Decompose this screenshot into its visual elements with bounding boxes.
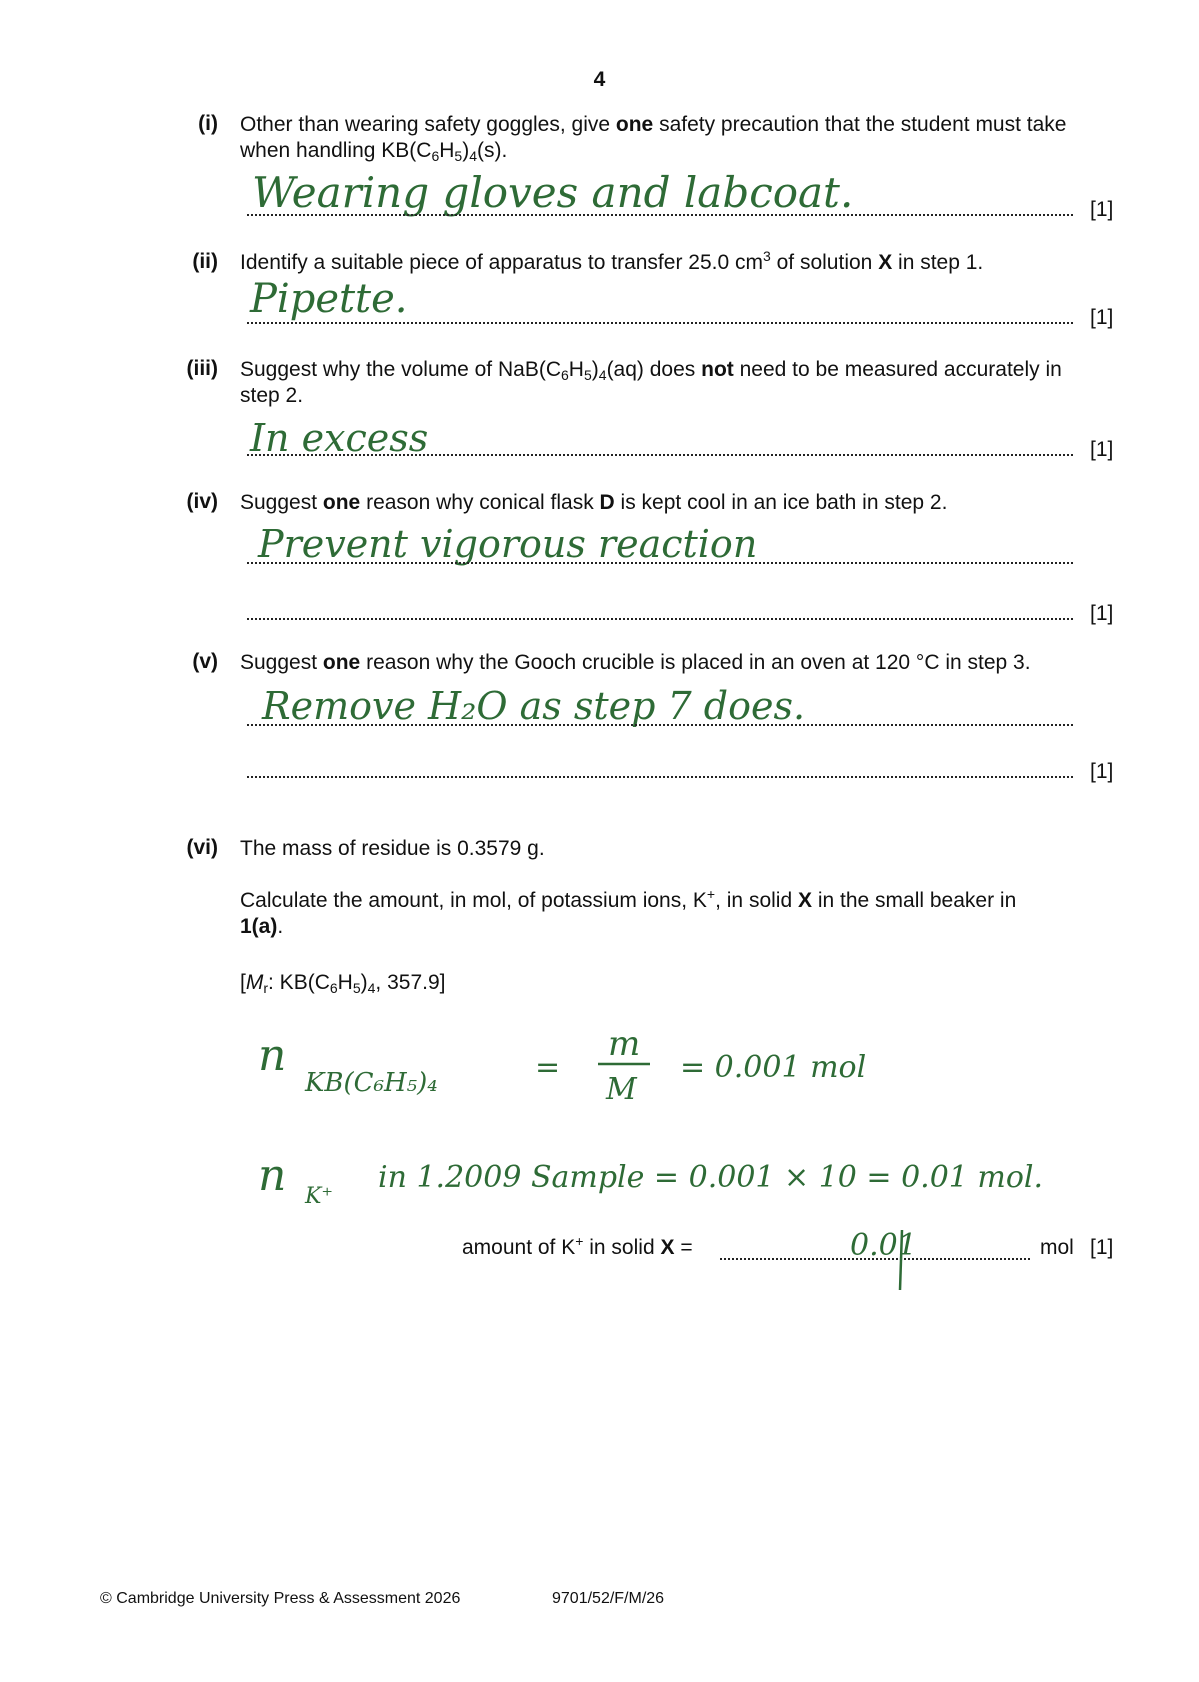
footer-code: 9701/52/F/M/26 xyxy=(552,1590,665,1607)
mark-ii: [1] xyxy=(1090,306,1114,329)
answer-line-iv-1 xyxy=(247,562,1073,564)
answer-line-ii xyxy=(247,322,1073,324)
mark-i: [1] xyxy=(1090,198,1114,221)
working-line2-lhs: n xyxy=(258,1150,287,1201)
answer-line-i xyxy=(247,214,1073,216)
handwritten-answer-iii: In excess xyxy=(250,416,429,460)
working-line1-sub: KB(C₆H₅)₄ xyxy=(305,1068,438,1098)
handwritten-answer-i: Wearing gloves and labcoat. xyxy=(252,168,854,217)
handwritten-answer-vi: 0.01 xyxy=(850,1228,917,1263)
footer-copyright: © Cambridge University Press & Assessment 2026 xyxy=(100,1590,461,1607)
question-number-i: (i) xyxy=(198,112,218,135)
working-line2-rest: in 1.2009 Sample = 0.001 × 10 = 0.01 mol. xyxy=(378,1160,1044,1195)
question-text-v: Suggest one reason why the Gooch crucible is placed in an oven at 120 °C in step 3. xyxy=(240,651,1031,674)
answer-label-vi: amount of K+ in solid X = xyxy=(462,1233,693,1259)
question-number-v: (v) xyxy=(192,650,218,673)
answer-line-v-1 xyxy=(247,724,1073,726)
working-line1-equals: = xyxy=(535,1050,561,1085)
answer-line-iii xyxy=(247,454,1073,456)
question-text-i: Other than wearing safety goggles, give one safety precaution that the student must take when handling $KB(C_6H_5)_4(s)$. xyxy=(240,113,1067,164)
question-text-ii: Identify a suitable piece of apparatus to transfer 25.0 $cm^3$ of solution X in step 1. xyxy=(240,248,984,274)
question-number-ii: (ii) xyxy=(192,250,218,273)
question-vi-line1: The mass of residue is 0.3579 g. xyxy=(240,837,545,860)
handwritten-answer-v: Remove H₂O as step 7 does. xyxy=(262,684,806,728)
mark-iii: [1] xyxy=(1090,438,1114,461)
handwritten-answer-iv: Prevent vigorous reaction xyxy=(258,522,758,566)
mark-iv: [1] xyxy=(1090,602,1114,625)
mark-vi: [1] xyxy=(1090,1236,1114,1259)
question-vi-mr: [$M_r$: $KB(C_6H_5)_4$, 357.9] xyxy=(240,971,446,996)
handwritten-answer-ii: Pipette. xyxy=(250,276,408,322)
answer-line-iv-2 xyxy=(247,618,1073,620)
working-line1-result: = 0.001 mol xyxy=(680,1050,867,1085)
question-vi-line2: Calculate the amount, in mol, of potassium ions, K+, in solid X in the small beaker in 1(a). xyxy=(240,886,1017,938)
question-text-iv: Suggest one reason why conical flask D is kept cool in an ice bath in step 2. xyxy=(240,491,948,514)
working-line1-lhs: n xyxy=(258,1030,287,1081)
question-text-iii: Suggest why the volume of $NaB(C_6H_5)_4(aq)$ does not need to be measured accurately in step 2. xyxy=(240,358,1062,407)
working-frac-bottom: M xyxy=(606,1072,637,1107)
page-number: 4 xyxy=(593,68,606,91)
working-line2-sub: K⁺ xyxy=(305,1184,334,1209)
answer-unit-vi: mol xyxy=(1040,1236,1074,1259)
question-number-vi: (vi) xyxy=(186,836,218,859)
mark-v: [1] xyxy=(1090,760,1114,783)
working-frac-top: m xyxy=(608,1024,641,1064)
answer-line-v-2 xyxy=(247,776,1073,778)
question-number-iv: (iv) xyxy=(186,490,218,513)
question-number-iii: (iii) xyxy=(186,357,218,380)
